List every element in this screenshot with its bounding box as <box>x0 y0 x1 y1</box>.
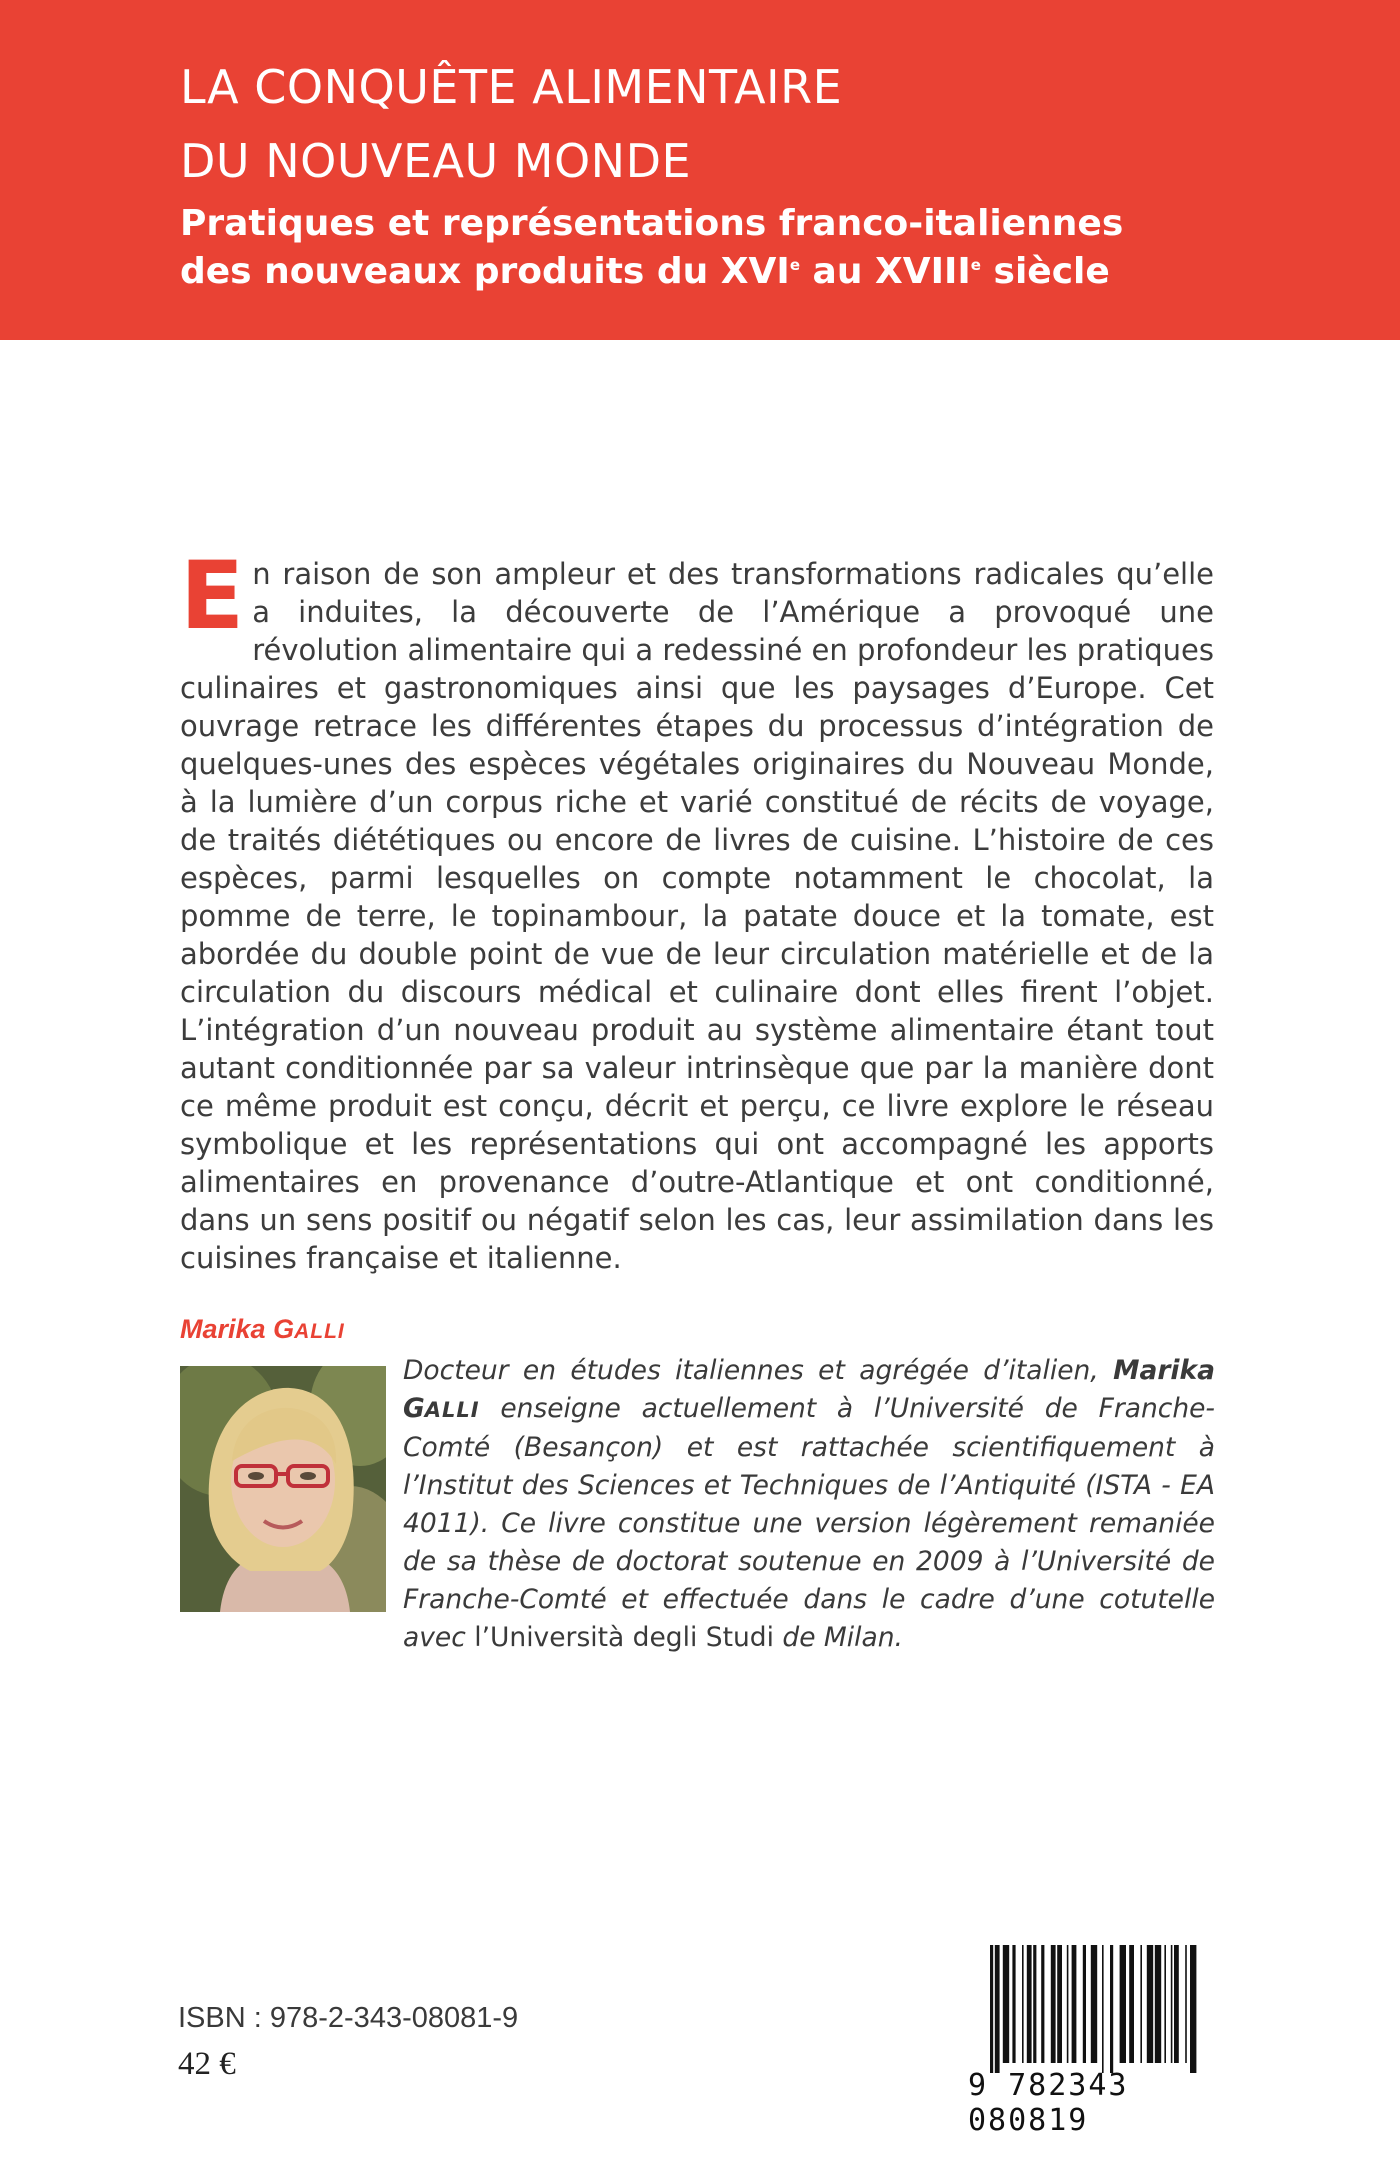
summary-paragraph-text: n raison de son ampleur et des transformations radicales qu’elle a induites, la découverte de l’Amérique a provoqué une révolution alimentaire qui a redessiné en profondeur les pratiques culinaires et gastronomiques ainsi que les paysages d’Europe. Cet ouvrage retrace les différentes étapes du processus d’intégration de quelques-unes des espèces végétales originaires du Nouveau Monde, à la lumière d’un corpus riche et varié constitué de récits de voyage, de traités diététiques ou encore de livres de cuisine. L’histoire de ces espèces, parmi lesquelles on compte notamment le chocolat, la pomme de terre, le topinambour, la patate douce et la tomate, est abordée du double point de vue de leur circulation matérielle et de la circulation du discours médical et culinaire dont elles firent l’objet. L’intégration d’un nouveau produit au système alimentaire étant tout autant conditionnée par sa valeur intrinsèque que par la manière dont ce même produit est conçu, décrit et perçu, ce livre explore le réseau symbolique et les représentations qui ont accompagné les apports alimentaires en provenance d’outre-Atlantique et ont conditionné, dans un sens positif ou négatif selon les cas, leur assimilation dans les cuisines française et italienne. <box>180 557 1214 1275</box>
summary-paragraph <box>180 542 1214 1277</box>
superscript-e-2: e <box>970 256 981 274</box>
author-first-name: Marika <box>180 1314 274 1344</box>
barcode-bar <box>990 1945 993 2073</box>
author-portrait-illustration <box>180 1366 386 1612</box>
book-title-line-1: LA CONQUÊTE ALIMENTAIRE <box>180 60 843 114</box>
drop-cap: E <box>180 542 245 651</box>
isbn: ISBN : 978-2-343-08081-9 <box>178 2002 519 2034</box>
subtitle-part-1: des nouveaux produits du XVI <box>180 251 790 292</box>
barcode-bar <box>1174 1945 1179 2063</box>
barcode-bar <box>995 1945 1000 2073</box>
barcode-bar <box>1171 1945 1173 2063</box>
book-subtitle-line-1: Pratiques et représentations franco-italiennes <box>180 203 1124 244</box>
barcode-bar <box>1072 1945 1077 2063</box>
barcode-bar <box>1120 1945 1126 2063</box>
barcode-bar <box>1003 1945 1009 2063</box>
barcode-bar <box>1110 1945 1113 2073</box>
barcode-bar <box>1051 1945 1056 2063</box>
bio-intro: Docteur en études italiennes et agrégée d’italien, <box>403 1355 1114 1386</box>
barcode-bar <box>1027 1945 1032 2063</box>
summary-text <box>180 542 1214 1277</box>
bio-body: enseigne actuellement à l’Université de Franche-Comté (Besançon) et est rattachée scientifiquement à l’Institut des Sciences et Techniques de l’Antiquité (ISTA - EA 4011). Ce livre constitue une version légèrement remaniée de sa thèse de doctorat soutenue en 2009 à l’Université de Franche-Comté et effectuée dans le cadre d’une cotutelle avec <box>403 1393 1215 1653</box>
barcode-bar <box>1190 1945 1196 2073</box>
barcode-bar <box>1185 1945 1187 2063</box>
barcode-bar <box>1164 1945 1166 2063</box>
author-name <box>180 1314 345 1345</box>
book-title <box>180 50 842 198</box>
cover-header-band <box>0 0 1400 340</box>
subtitle-part-2: au XVIII <box>800 251 971 292</box>
author-bio-paragraph <box>403 1352 1215 1657</box>
bio-upright: l’Università degli Studi <box>474 1622 783 1653</box>
author-last-rest: ALLI <box>294 1320 345 1343</box>
barcode-bar <box>1129 1945 1134 2063</box>
price: 42 € <box>178 2046 236 2082</box>
author-last-initial: G <box>273 1314 295 1344</box>
barcode-bar <box>1033 1945 1036 2063</box>
author-bio <box>403 1352 1215 1657</box>
barcode-bar <box>1067 1945 1069 2063</box>
author-photo <box>180 1366 386 1612</box>
book-title-line-2: DU NOUVEAU MONDE <box>180 134 692 188</box>
book-subtitle <box>180 200 1123 296</box>
bio-name-rest: ALLI <box>424 1398 480 1422</box>
barcode-bar <box>1147 1945 1153 2063</box>
book-subtitle-line-2 <box>180 248 1123 296</box>
superscript-e-1: e <box>789 256 800 274</box>
subtitle-part-3: siècle <box>980 251 1110 292</box>
barcode-bar <box>1022 1945 1024 2063</box>
barcode-bar <box>1155 1945 1161 2063</box>
barcode-bar <box>1102 1945 1104 2073</box>
barcode-bar <box>1057 1945 1062 2063</box>
barcode-bar <box>1012 1945 1015 2063</box>
barcode-bar <box>1140 1945 1142 2063</box>
bio-end: de Milan. <box>782 1622 903 1653</box>
barcode-bar <box>1041 1945 1044 2063</box>
barcode-number: 9 782343 080819 <box>968 2068 1129 2138</box>
barcode-bar <box>1091 1945 1097 2063</box>
barcode-bar <box>1083 1945 1086 2063</box>
bio-name-first: Marika G <box>403 1355 1215 1424</box>
